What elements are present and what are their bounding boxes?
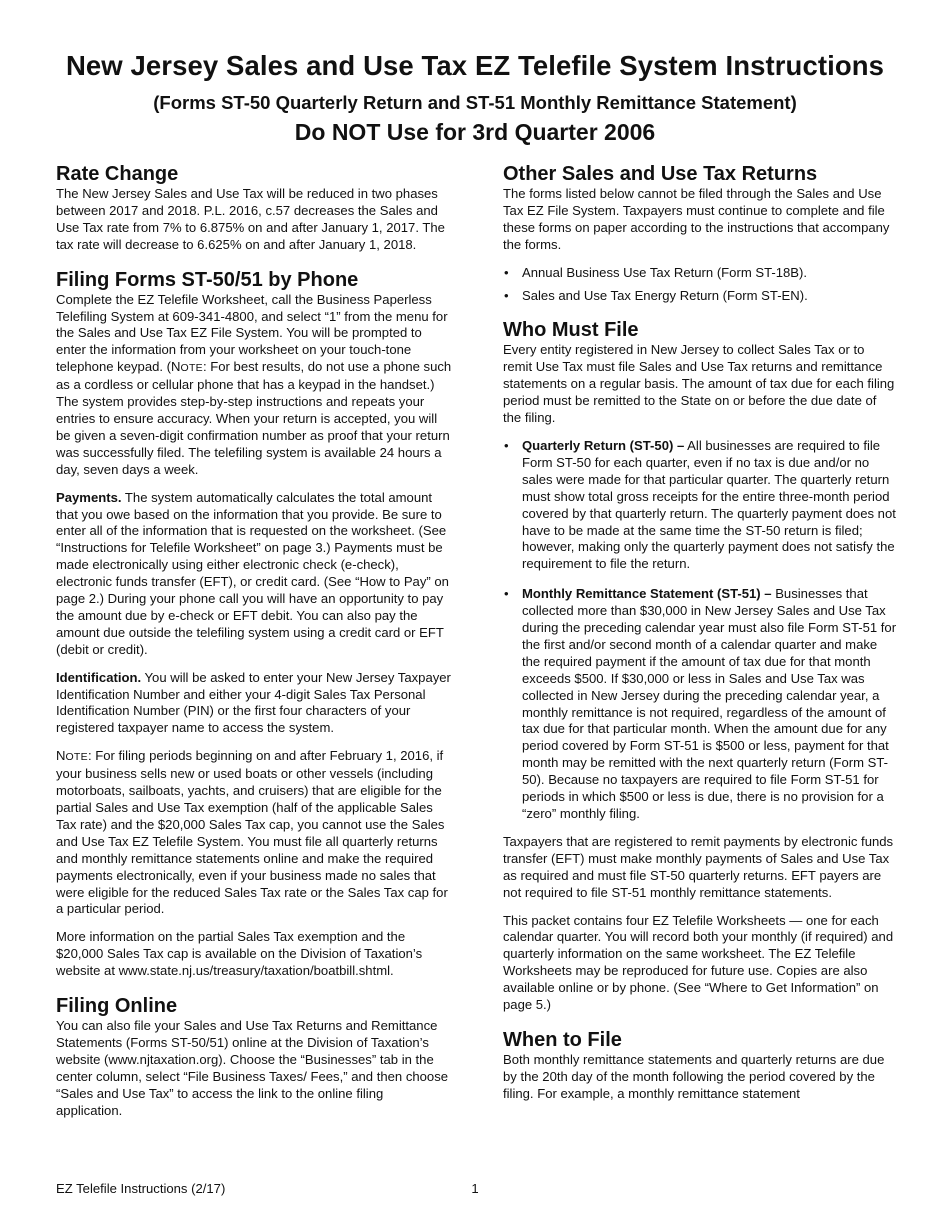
other-returns-section xyxy=(503,162,897,304)
identification-body: You will be asked to enter your New Jersey Taxpayer Identification Number and either your 4-digit Sales Tax Personal Identification Number (PIN) or the first four characters of your registered taxpayer name to access the system. xyxy=(56,669,451,736)
rate-change-body: The New Jersey Sales and Use Tax will be reduced in two phases between 2017 and 2018. P.L. 2016, c.57 decreases the Sales and Use Tax rate from 7% to 6.875% on and after January 1, 2017. The tax rate will decrease to 6.625% on and after January 1, 2018. xyxy=(56,186,445,252)
rate-change-heading: Rate Change xyxy=(56,163,179,185)
when-to-file-body: Both monthly remittance statements and quarterly returns are due by the 20th day of the month following the period covered by the filing. For example, a monthly remittance statement xyxy=(503,1051,885,1101)
filing-phone-heading: Filing Forms ST-50/51 by Phone xyxy=(56,268,359,291)
bullet-icon: • xyxy=(504,437,509,453)
filing-phone-body-text-2: : For best results, do not use a phone such as a cordless or cellular phone that has a keypad in the handset.) The system provides step-by-step instructions and repeats your entries to ensure accuracy. When your return is accepted, you will be given a seven-digit confirmation number as proof that your return was successfully filed. The telefiling system is available 24 hours a day, seven days a week. xyxy=(56,359,452,477)
left-column xyxy=(56,162,452,1131)
payments-paragraph xyxy=(56,490,452,659)
list-item xyxy=(503,438,897,573)
quarterly-lead: Quarterly Return (ST-50) – xyxy=(522,437,685,453)
monthly-lead: Monthly Remittance Statement (ST-51) – xyxy=(522,586,772,602)
identification-paragraph xyxy=(56,670,452,738)
boat-note-paragraph xyxy=(56,748,452,918)
boat-note-body: : For filing periods beginning on and after February 1, 2016, if your business sells new or used boats or other vessels (including motorboats, sailboats, yachts, and cruisers) that are eligible for the partial Sales and Use Tax exemption (half of the applicable Sales Tax rate) and the $20,000 Sales Tax cap, you cannot use the Sales and Use Tax EZ Telefile System. You must file all quarterly returns and monthly remittance statements online and make the required payments electronically, even if your business made no sales that were eligible for the reduced Sales Tax rate or the Sales Tax cap for a particular period. xyxy=(56,748,448,917)
footer-form-id: EZ Telefile Instructions (2/17) xyxy=(56,1181,226,1196)
list-item-text: Sales and Use Tax Energy Return (Form ST-EN). xyxy=(522,287,808,303)
other-returns-body: The forms listed below cannot be filed through the Sales and Use Tax EZ File System. Taxpayers must continue to complete and file these forms on paper according to the instructions that accompany the forms. xyxy=(503,186,890,252)
identification-lead: Identification. xyxy=(56,669,142,685)
document-subtitle: (Forms ST-50 Quarterly Return and ST-51 Monthly Remittance Statement) xyxy=(153,92,797,113)
bullet-icon: • xyxy=(504,586,509,602)
when-to-file-heading: When to File xyxy=(503,1028,622,1051)
filing-phone-body xyxy=(56,292,452,479)
other-returns-heading: Other Sales and Use Tax Returns xyxy=(503,163,818,185)
quarterly-body: All businesses are required to file Form ST-50 for each quarter, even if no tax is due and/or no sales were made for that particular quarter. The quarterly return must show total gross receipts for the entire three-month period covered by that quarterly return. The quarterly payment does not have to be made at the same time the ST-50 return is filed; however, making only the quarterly payment does not satisfy the requirement to file the return. xyxy=(522,437,896,572)
note-smallcaps: OTE xyxy=(180,362,203,375)
when-to-file-section xyxy=(503,1028,897,1103)
other-returns-list xyxy=(503,265,897,305)
who-must-file-section xyxy=(503,318,897,1014)
eft-paragraph: Taxpayers that are registered to remit payments by electronic funds transfer (EFT) must make monthly payments of Sales and Use Tax as required and must file ST-50 quarterly returns. EFT payers are not required to file ST-51 monthly remittance statements. xyxy=(503,833,894,900)
packet-paragraph: This packet contains four EZ Telefile Worksheets — one for each calendar quarter. You will record both your monthly (if required) and quarterly information on the same worksheet. The EZ Telefile Worksheets may be reproduced for future use. Copies are also available online or by phone. (See “Where to Get Information” on page 5.) xyxy=(503,912,894,1013)
bullet-icon: • xyxy=(504,264,509,280)
who-must-file-body: Every entity registered in New Jersey to collect Sales Tax or to remit Use Tax must file Sales and Use Tax returns and remittance statements on a regular basis. The amount of tax due for each filing period must be remitted to the State on or before the due date of the filing. xyxy=(503,342,895,426)
list-item xyxy=(503,288,897,305)
payments-lead: Payments. xyxy=(56,489,122,505)
rate-change-section xyxy=(56,162,452,254)
filing-phone-body-text: Complete the EZ Telefile Worksheet, call the Business Paperless Telefiling System at 609-341-4800, and select “1” from the menu for the Sales and Use Tax EZ File System. You will be prompted to enter the information from your worksheet on your touch-tone telephone keypad. (N xyxy=(56,291,448,375)
note-label-smallcaps: OTE xyxy=(65,751,88,764)
document-title: New Jersey Sales and Use Tax EZ Telefile System Instructions xyxy=(65,50,885,81)
filing-online-body: You can also file your Sales and Use Tax Returns and Remittance Statements (Forms ST-50/51) online at the Division of Taxation’s website (www.njtaxation.org). Choose the “Businesses” tab in the center column, select “File Business Taxes/ Fees,” and then choose “Sales and Use Tax” to access the link to the online filing application. xyxy=(56,1018,449,1118)
monthly-body: Businesses that collected more than $30,000 in New Jersey Sales and Use Tax during the preceding calendar year must also file Form ST-51 for the first and/or second month of a calendar quarter and make the required payment if the amount of tax due for that month exceeds $500. If $30,000 or less in Sales and Use Tax was collected in New Jersey during the preceding calendar year, a monthly remittance is not required, regardless of the amount of tax due for that particular month. When the amount due for any period covered by Form ST-51 is $500 or less, payment for that month may be remitted with the next quarterly return (Form ST-50). Because no taxpayers are required to file Form ST-51 for periods in which $500 or less is due, there is no provision for a “zero” monthly filing. xyxy=(522,586,897,821)
filing-online-heading: Filing Online xyxy=(56,995,178,1018)
document-warning: Do NOT Use for 3rd Quarter 2006 xyxy=(294,119,656,145)
list-item xyxy=(503,586,897,823)
page-number: 1 xyxy=(471,1181,479,1196)
right-column xyxy=(503,162,897,1114)
list-item xyxy=(503,265,897,282)
filing-types-list xyxy=(503,438,897,823)
payments-body: The system automatically calculates the total amount that you owe based on the information that you provide. Be sure to enter all of the information that is requested on the worksheet. (See “Instructions for Telefile Worksheet” on page 3.) Payments must be made electronically using either electronic check (e-check), electronic funds transfer (EFT), or credit card. (See “How to Pay” on page 2.) During your phone call you will have an opportunity to pay the amount due by e-check or EFT debit. You can also pay the amount due outside the telefiling system using a credit card or EFT (debit or credit). xyxy=(56,489,449,657)
bullet-icon: • xyxy=(504,287,509,303)
note-label-n: N xyxy=(56,748,66,764)
list-item-text: Annual Business Use Tax Return (Form ST-18B). xyxy=(522,264,808,280)
who-must-file-heading: Who Must File xyxy=(503,319,639,342)
filing-online-section xyxy=(56,994,452,1119)
more-info-paragraph: More information on the partial Sales Tax exemption and the $20,000 Sales Tax cap is available on the Division of Taxation’s website at www.state.nj.us/treasury/taxation/boatbill.shtml. xyxy=(56,929,423,979)
filing-phone-section xyxy=(56,268,452,980)
